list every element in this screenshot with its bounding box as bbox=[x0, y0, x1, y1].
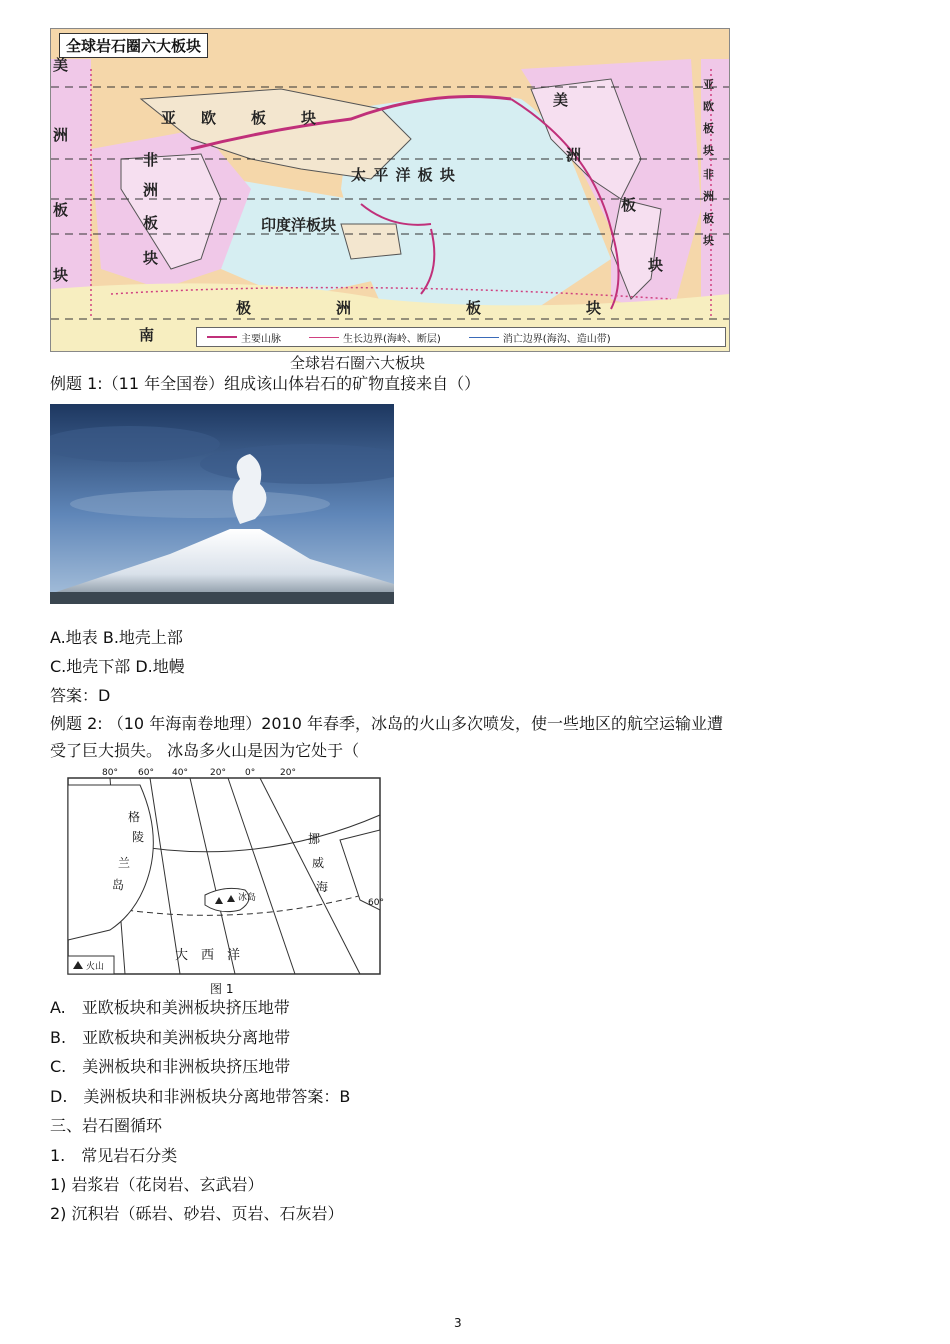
greenland-3: 兰 bbox=[118, 856, 131, 870]
label-antarctic-3: 洲 bbox=[336, 299, 352, 317]
map-legend bbox=[196, 327, 726, 347]
q2-question-line2: 受了巨大损失。 冰岛多火山是因为它处于（ bbox=[50, 741, 360, 760]
volcano-legend: 火山 bbox=[86, 962, 105, 972]
q2-option-b: B. 亚欧板块和美洲板块分离地带 bbox=[50, 1028, 291, 1047]
label-indian: 印度洋板块 bbox=[261, 216, 337, 234]
label-american-right-2: 洲 bbox=[566, 146, 582, 164]
norway-sea-3: 海 bbox=[316, 880, 329, 894]
label-african-3: 板 bbox=[143, 214, 159, 232]
plate-map bbox=[50, 28, 730, 352]
volcano-photo bbox=[50, 404, 394, 614]
map-caption: 全球岩石圈六大板块 bbox=[290, 354, 426, 372]
label-american-right-3: 板 bbox=[621, 196, 637, 214]
q2-question-line1: 例题 2: （10 年海南卷地理）2010 年春季，冰岛的火山多次喷发，使一些地区的航空运输业遭 bbox=[50, 714, 723, 733]
label-american-left-3: 板 bbox=[53, 201, 69, 219]
mountain-swatch-icon bbox=[207, 336, 237, 338]
legend-mountain-label: 主要山脉 bbox=[241, 333, 281, 345]
label-antarctic-2: 极 bbox=[236, 299, 252, 317]
label-eurasian-right: 亚欧板块 bbox=[703, 78, 714, 157]
consuming-boundary-swatch-icon bbox=[469, 337, 499, 338]
section3-sub2: 2) 沉积岩（砾岩、砂岩、页岩、石灰岩） bbox=[50, 1204, 344, 1223]
q1-answer: 答案：D bbox=[50, 686, 111, 705]
page-number: 3 bbox=[454, 1316, 462, 1330]
legend-consuming bbox=[469, 330, 611, 345]
legend-growing-label: 生长边界(海岭、断层) bbox=[343, 333, 441, 345]
iceland-map bbox=[50, 770, 390, 998]
lon-label-1: 80° bbox=[102, 768, 118, 778]
volcano-image bbox=[50, 404, 394, 614]
label-african-4: 块 bbox=[143, 249, 159, 267]
lon-label-3: 40° bbox=[172, 768, 188, 778]
label-american-right-4: 块 bbox=[648, 256, 664, 274]
figure-label: 图 1 bbox=[210, 982, 234, 996]
greenland-4: 岛 bbox=[112, 878, 125, 892]
lon-label-6: 20° bbox=[280, 768, 296, 778]
q1-options-line2: C.地壳下部 D.地幔 bbox=[50, 657, 185, 676]
section3-heading: 三、岩石圈循环 bbox=[50, 1116, 163, 1135]
q2-option-d: D. 美洲板块和非洲板块分离地带答案：B bbox=[50, 1087, 351, 1106]
label-african-2: 洲 bbox=[143, 181, 159, 199]
atlantic-label: 大 西 洋 bbox=[175, 948, 241, 963]
label-antarctic-5: 块 bbox=[586, 299, 602, 317]
label-antarctic-4: 板 bbox=[466, 299, 482, 317]
label-eurasian-3: 板 bbox=[251, 109, 267, 127]
label-eurasian-1: 亚 bbox=[161, 109, 177, 127]
greenland-2: 陵 bbox=[132, 830, 145, 844]
q1-question: 例题 1:（11 年全国卷）组成该山体岩石的矿物直接来自（） bbox=[50, 374, 481, 393]
greenland-1: 格 bbox=[128, 810, 141, 824]
label-pacific: 太 平 洋 板 块 bbox=[351, 166, 456, 184]
label-antarctic-1: 南 bbox=[139, 326, 155, 344]
label-eurasian-2: 欧 bbox=[201, 109, 217, 127]
label-american-left-4: 块 bbox=[53, 266, 69, 284]
q2-option-c: C. 美洲板块和非洲板块挤压地带 bbox=[50, 1057, 291, 1076]
lat-label: 60° bbox=[368, 898, 384, 908]
section3-item1: 1. 常见岩石分类 bbox=[50, 1146, 178, 1165]
lon-label-5: 0° bbox=[245, 768, 256, 778]
growing-boundary-swatch-icon bbox=[309, 337, 339, 338]
map-title: 全球岩石圈六大板块 bbox=[59, 33, 208, 58]
norway-sea-2: 威 bbox=[312, 856, 325, 870]
label-african-right: 非洲板块 bbox=[703, 168, 714, 247]
label-eurasian-4: 块 bbox=[301, 109, 317, 127]
label-american-left-1: 美 bbox=[53, 56, 69, 74]
lon-label-2: 60° bbox=[138, 768, 154, 778]
label-african-1: 非 bbox=[143, 151, 159, 169]
legend-consuming-label: 消亡边界(海沟、造山带) bbox=[502, 333, 611, 345]
q1-options-line1: A.地表 B.地壳上部 bbox=[50, 628, 183, 647]
legend-growing bbox=[309, 330, 441, 345]
legend-mountain bbox=[207, 330, 281, 345]
norway-sea-1: 挪 bbox=[308, 832, 321, 846]
lon-label-4: 20° bbox=[210, 768, 226, 778]
label-american-right-1: 美 bbox=[553, 91, 569, 109]
label-american-left-2: 洲 bbox=[53, 126, 69, 144]
section3-sub1: 1) 岩浆岩（花岗岩、玄武岩） bbox=[50, 1175, 264, 1194]
iceland-label: 冰岛 bbox=[238, 893, 257, 903]
q2-option-a: A. 亚欧板块和美洲板块挤压地带 bbox=[50, 998, 290, 1017]
